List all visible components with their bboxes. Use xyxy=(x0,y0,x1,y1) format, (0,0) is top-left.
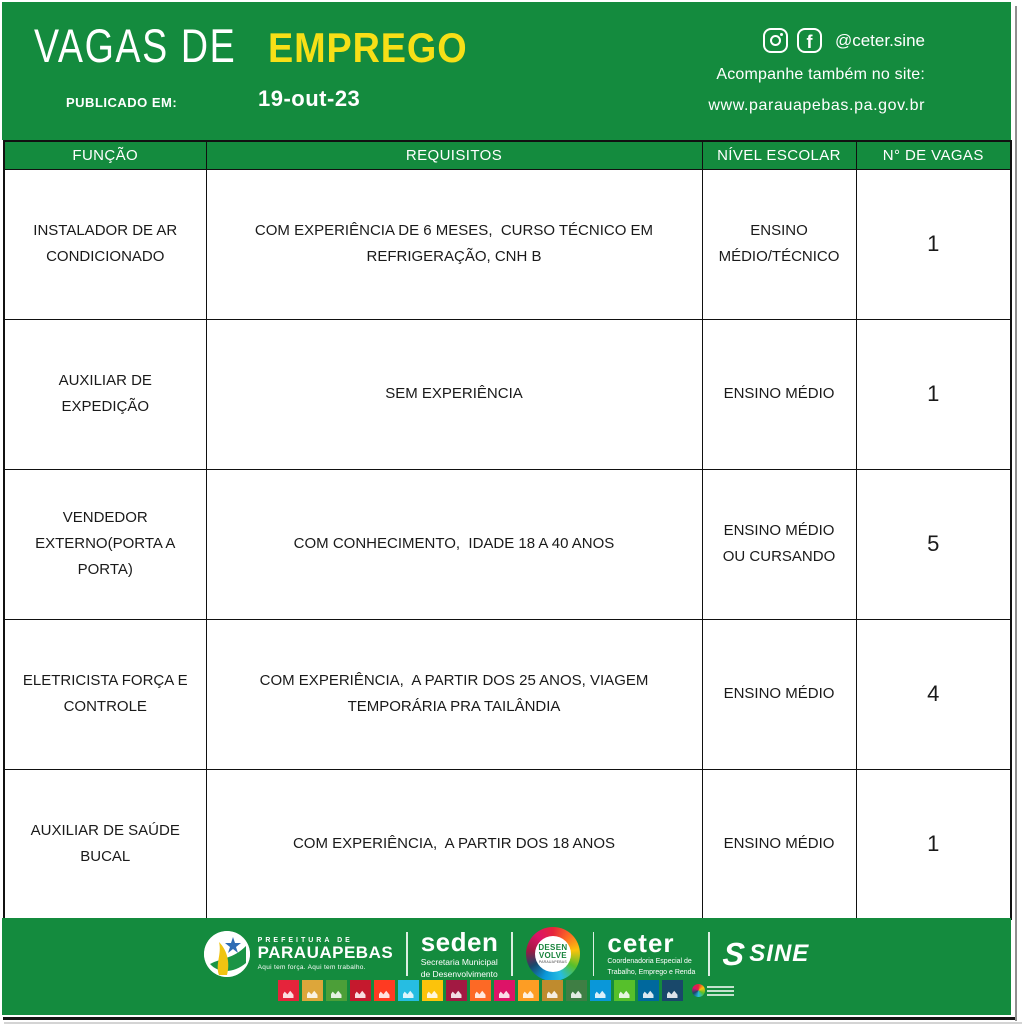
column-header-n-de-vagas: N° DE VAGAS xyxy=(856,141,1011,169)
cell-vagas: 5 xyxy=(856,469,1011,619)
cell-funcao: INSTALADOR DE AR CONDICIONADO xyxy=(4,169,206,319)
footer-divider xyxy=(708,932,710,976)
cell-vagas: 1 xyxy=(856,769,1011,919)
seden-subtitle-1: Secretaria Municipal xyxy=(420,956,498,967)
table-row xyxy=(4,319,1011,469)
site-url[interactable]: www.parauapebas.pa.gov.br xyxy=(708,97,925,114)
cell-funcao: AUXILIAR DE EXPEDIÇÃO xyxy=(4,319,206,469)
page-title-right: EMPREGO xyxy=(268,24,468,71)
instagram-dot xyxy=(780,33,783,36)
header-banner xyxy=(2,2,1011,140)
sdg-goal-icon xyxy=(590,980,611,1001)
table-row xyxy=(4,619,1011,769)
cell-funcao: ELETRICISTA FORÇA E CONTROLE xyxy=(4,619,206,769)
facebook-icon[interactable]: f xyxy=(797,28,822,53)
sdg-row xyxy=(2,980,1011,1001)
published-date: 19-out-23 xyxy=(258,86,361,111)
ods-wheel-logo xyxy=(690,980,736,1001)
instagram-icon[interactable] xyxy=(763,28,788,53)
sdg-goal-icon xyxy=(638,980,659,1001)
instagram-lens xyxy=(770,35,781,46)
sdg-goal-icon xyxy=(350,980,371,1001)
parauapebas-emblem-icon xyxy=(204,931,250,977)
cell-nivel-escolar: ENSINO MÉDIO xyxy=(702,319,856,469)
column-header-nivel-escolar: NÍVEL ESCOLAR xyxy=(702,141,856,169)
desenvolve-line-2: VOLVE xyxy=(538,950,567,960)
sine-name: SINE xyxy=(749,940,810,967)
sdg-goal-icon xyxy=(542,980,563,1001)
sine-logo xyxy=(723,938,809,970)
desenvolve-line-1: DESEN xyxy=(538,942,568,952)
table-row xyxy=(4,169,1011,319)
column-header-funcao: FUNÇÃO xyxy=(4,141,206,169)
footer-divider xyxy=(593,932,595,976)
sdg-goal-icon xyxy=(662,980,683,1001)
prefeitura-name: PARAUAPEBAS xyxy=(257,943,394,963)
sdg-goal-icon xyxy=(614,980,635,1001)
jobs-table xyxy=(3,140,1012,920)
desenvolve-parauapebas-logo xyxy=(526,927,580,981)
cell-vagas: 4 xyxy=(856,619,1011,769)
seden-name: seden xyxy=(420,926,499,957)
footer-banner xyxy=(2,918,1011,1015)
table-header-row xyxy=(4,141,1011,169)
sdg-goal-icon xyxy=(470,980,491,1001)
cell-requisitos: COM EXPERIÊNCIA DE 6 MESES, CURSO TÉCNICO EM REFRIGERAÇÃO, CNH B xyxy=(206,169,702,319)
footer-logos xyxy=(2,927,1011,981)
cell-nivel-escolar: ENSINO MÉDIO xyxy=(702,769,856,919)
sdg-goal-icon xyxy=(278,980,299,1001)
social-block xyxy=(708,28,925,115)
published-label: PUBLICADO EM: xyxy=(66,95,178,110)
ceter-subtitle-2: Trabalho, Emprego e Renda xyxy=(607,969,696,976)
sdg-goal-icon xyxy=(422,980,443,1001)
sdg-goal-icon xyxy=(398,980,419,1001)
ceter-logo xyxy=(607,930,695,978)
ceter-name: ceter xyxy=(607,928,675,959)
cell-vagas: 1 xyxy=(856,319,1011,469)
cell-nivel-escolar: ENSINO MÉDIO OU CURSANDO xyxy=(702,469,856,619)
cell-vagas: 1 xyxy=(856,169,1011,319)
cell-nivel-escolar: ENSINO MÉDIO xyxy=(702,619,856,769)
seden-logo xyxy=(420,926,499,979)
cell-requisitos: COM CONHECIMENTO, IDADE 18 A 40 ANOS xyxy=(206,469,702,619)
ceter-subtitle-1: Coordenadoria Especial de xyxy=(607,958,692,966)
table-row xyxy=(4,769,1011,919)
cell-requisitos: COM EXPERIÊNCIA, A PARTIR DOS 25 ANOS, VIAGEM TEMPORÁRIA PRA TAILÂNDIA xyxy=(206,619,702,769)
cell-requisitos: COM EXPERIÊNCIA, A PARTIR DOS 18 ANOS xyxy=(206,769,702,919)
column-header-requisitos: REQUISITOS xyxy=(206,141,702,169)
sdg-goal-icon xyxy=(566,980,587,1001)
cell-funcao: AUXILIAR DE SAÚDE BUCAL xyxy=(4,769,206,919)
seden-subtitle-2: de Desenvolvimento xyxy=(420,969,498,979)
sdg-wheel-icon xyxy=(692,984,705,997)
cell-requisitos: SEM EXPERIÊNCIA xyxy=(206,319,702,469)
prefeitura-eyebrow: PREFEITURA DE xyxy=(257,936,353,944)
job-flyer xyxy=(2,2,1012,1015)
parauapebas-logo xyxy=(204,931,394,977)
table-row xyxy=(4,469,1011,619)
desenvolve-line-3: PARAUAPEBAS xyxy=(538,959,567,964)
footer-divider xyxy=(406,932,408,976)
page-title-left: VAGAS DE xyxy=(34,19,237,72)
cell-funcao: VENDEDOR EXTERNO(PORTA A PORTA) xyxy=(4,469,206,619)
sdg-goal-icon xyxy=(326,980,347,1001)
sdg-goal-icon xyxy=(374,980,395,1001)
sine-s-icon: S xyxy=(721,936,747,972)
prefeitura-tagline: Aqui tem força. Aqui tem trabalho. xyxy=(257,964,366,972)
site-label: Acompanhe também no site: xyxy=(716,66,925,83)
window-edge-right xyxy=(1015,6,1017,1021)
social-handle[interactable]: @ceter.sine xyxy=(834,30,925,50)
sdg-goal-icon xyxy=(302,980,323,1001)
sdg-goal-icon xyxy=(494,980,515,1001)
sdg-goal-icon xyxy=(518,980,539,1001)
footer-divider xyxy=(511,932,513,976)
cell-nivel-escolar: ENSINO MÉDIO/TÉCNICO xyxy=(702,169,856,319)
sdg-goal-icon xyxy=(446,980,467,1001)
window-edge-bottom xyxy=(3,1017,1015,1020)
